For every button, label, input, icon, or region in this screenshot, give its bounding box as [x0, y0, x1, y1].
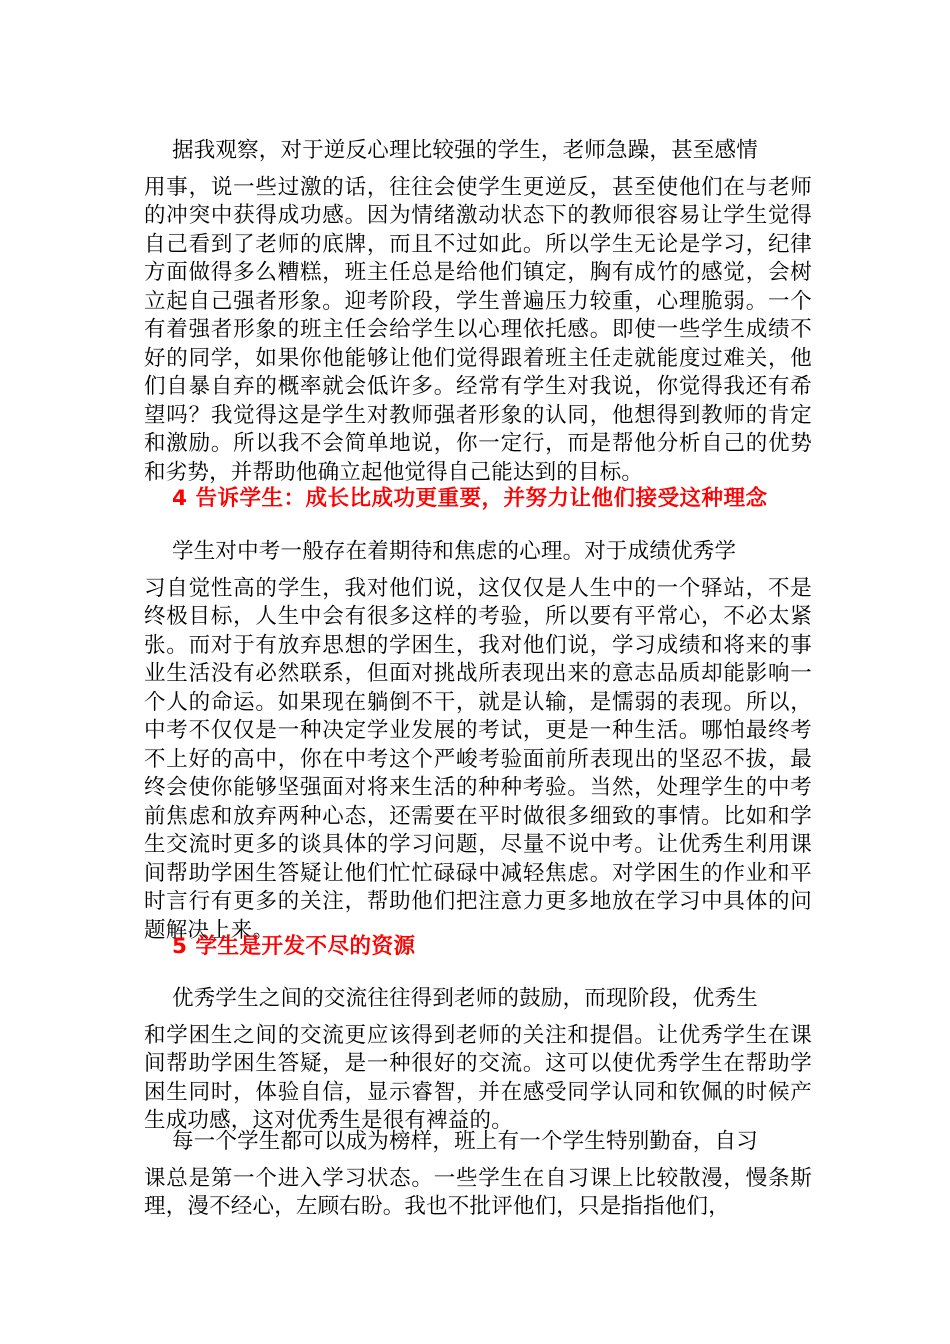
section-heading-4: 4 告诉学生：成长比成功更重要，并努力让他们接受这种理念	[172, 486, 768, 511]
paragraph-body: 课总是第一个进入学习状态。一些学生在自习课上比较散漫，慢条斯理，漫不经心，左顾右盼。我也不批评他们，只是指指他们，	[144, 1165, 812, 1219]
paragraph-role-model	[144, 1128, 812, 1222]
paragraph-first-line: 学生对中考一般存在着期待和焦虑的心理。对于成绩优秀学	[172, 539, 737, 564]
paragraph-first-line: 优秀学生之间的交流往往得到老师的鼓励，而现阶段，优秀生	[172, 986, 758, 1011]
paragraph-strong-teacher-image	[144, 137, 812, 487]
section-heading-5: 5 学生是开发不尽的资源	[172, 934, 416, 959]
paragraph-student-exchange	[144, 985, 812, 1136]
paragraph-body: 用事，说一些过激的话，往往会使学生更逆反，甚至使他们在与老师的冲突中获得成功感。因为情绪激动状态下的教师很容易让学生觉得自己看到了老师的底牌，而且不过如此。所以学生无论是学习，纪律方面做得多么糟糕，班主任总是给他们镇定，胸有成竹的感觉，会树立起自己强者形象。迎考阶段，学生普遍压力较重，心理脆弱。一个有着强者形象的班主任会给学生以心理依托感。即使一些学生成绩不好的同学，如果你他能够让他们觉得跟着班主任走就能度过难关，他们自暴自弃的概率就会低许多。经常有学生对我说，你觉得我还有希望吗？我觉得这是学生对教师强者形象的认同，他想得到教师的肯定和激励。所以我不会简单地说，你一定行，而是帮他分析自己的优势和劣势，并帮助他确立起他觉得自己能达到的目标。	[144, 174, 812, 485]
paragraph-first-line: 据我观察，对于逆反心理比较强的学生，老师急躁，甚至感情	[172, 138, 758, 163]
paragraph-first-line: 每一个学生都可以成为榜样，班上有一个学生特别勤奋，自习	[172, 1129, 758, 1154]
paragraph-body: 习自觉性高的学生，我对他们说，这仅仅是人生中的一个驿站，不是终极目标，人生中会有很多这样的考验，所以要有平常心，不必太紧张。而对于有放弃思想的学困生，我对他们说，学习成绩和将来的事业生活没有必然联系，但面对挑战所表现出来的意志品质却能影响一个人的命运。如果现在躺倒不干，就是认输，是懦弱的表现。所以，中考不仅仅是一种决定学业发展的考试，更是一种生活。哪怕最终考不上好的高中，你在中考这个严峻考验面前所表现出的坚忍不拔，最终会使你能够坚强面对将来生活的种种考验。当然，处理学生的中考前焦虑和放弃两种心态，还需要在平时做很多细致的事情。比如和学生交流时更多的谈具体的学习问题，尽量不说中考。让优秀生利用课间帮助学困生答疑让他们忙忙碌碌中减轻焦虑。对学困生的作业和平时言行有更多的关注，帮助他们把注意力更多地放在学习中具体的问题解决上来。	[144, 575, 812, 943]
paragraph-exam-anxiety	[144, 538, 812, 945]
paragraph-body: 和学困生之间的交流更应该得到老师的关注和提倡。让优秀学生在课间帮助学困生答疑，是一种很好的交流。这可以使优秀学生在帮助学困生同时，体验自信，显示睿智，并在感受同学认同和钦佩的时候产生成功感，这对优秀生是很有裨益的。	[144, 1022, 812, 1133]
